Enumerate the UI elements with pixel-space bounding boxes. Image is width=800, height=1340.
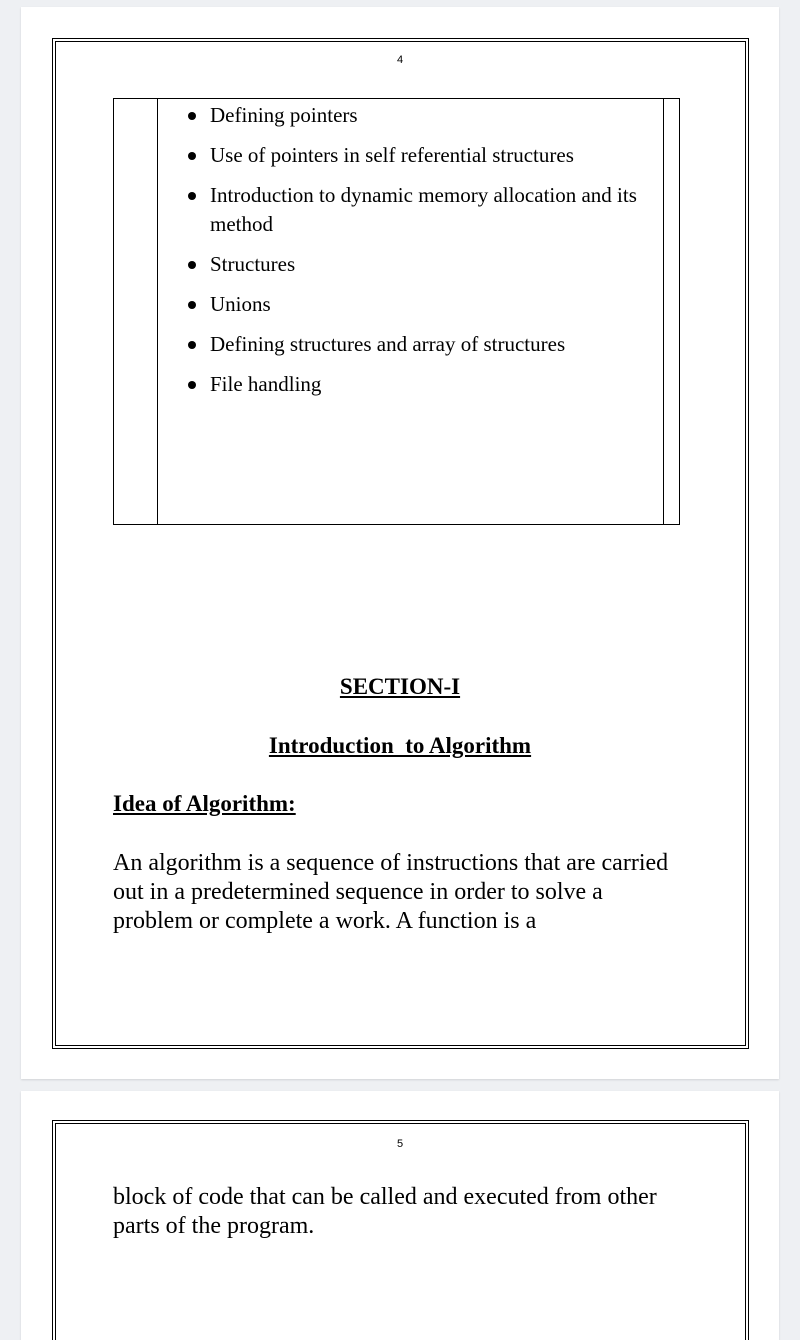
topic-list bbox=[179, 101, 649, 410]
list-item: Introduction to dynamic memory allocation and its method bbox=[179, 181, 649, 239]
section-title: SECTION-I bbox=[339, 674, 461, 699]
table-divider bbox=[663, 99, 664, 524]
page-number: 5 bbox=[396, 1138, 404, 1150]
bullet-icon bbox=[188, 152, 196, 160]
list-item: Structures bbox=[179, 250, 649, 279]
document-page bbox=[21, 7, 779, 1079]
bullet-icon bbox=[188, 261, 196, 269]
bullet-icon bbox=[188, 381, 196, 389]
body-paragraph: block of code that can be called and executed from other parts of the program. bbox=[113, 1184, 657, 1239]
bullet-icon bbox=[188, 112, 196, 120]
bullet-icon bbox=[188, 301, 196, 309]
list-item: Use of pointers in self referential structures bbox=[179, 141, 649, 170]
table-divider bbox=[157, 99, 158, 524]
body-paragraph: An algorithm is a sequence of instructions that are carried out in a predetermined sequence in order to solve a problem or complete a work. A function is a bbox=[113, 850, 669, 934]
document-page bbox=[21, 1091, 779, 1340]
subheading: Idea of Algorithm: bbox=[113, 791, 296, 816]
bullet-icon bbox=[188, 192, 196, 200]
page-number: 4 bbox=[396, 54, 404, 66]
chapter-title: Introduction to Algorithm bbox=[268, 733, 532, 758]
list-item: File handling bbox=[179, 370, 649, 399]
list-item: Defining pointers bbox=[179, 101, 649, 130]
list-item: Defining structures and array of structures bbox=[179, 330, 649, 359]
list-item: Unions bbox=[179, 290, 649, 319]
bullet-icon bbox=[188, 341, 196, 349]
